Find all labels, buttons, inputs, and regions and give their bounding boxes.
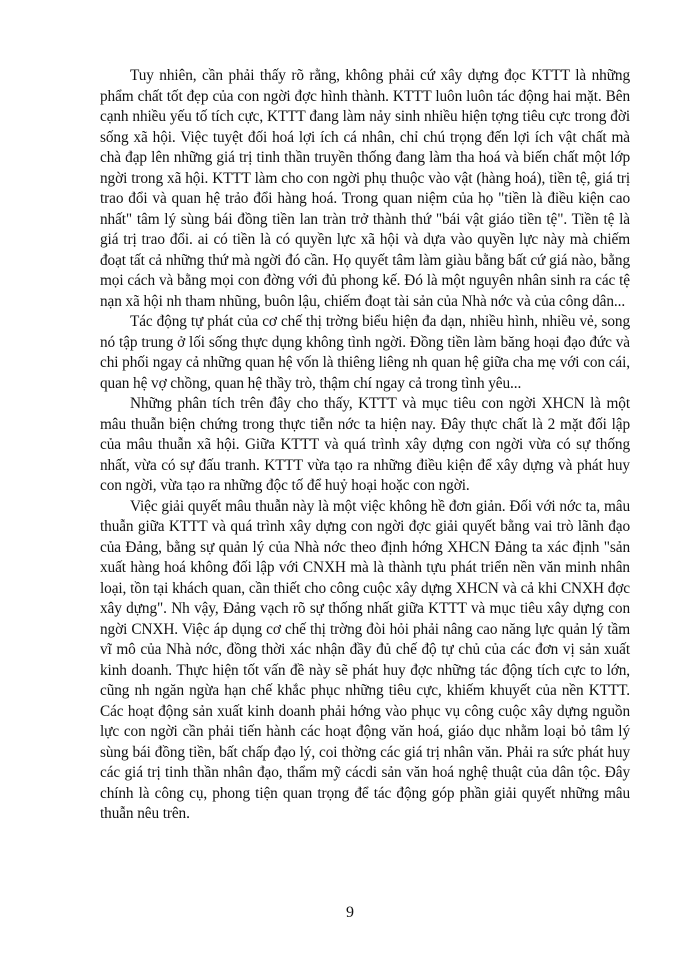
paragraph-2: Tác động tự phát của cơ chế thị trờng biểu hiện đa dạn, nhiều hình, nhiều vẻ, song nó tập trung ở lối sống thực dụng không tình ngời. Đồng tiền làm băng hoại đạo đức và chi phối ngay cả những quan hệ vốn là thiêng liêng nh quan hệ giữa cha mẹ với con cái, quan hệ vợ chồng, quan hệ thầy trò, thậm chí ngay cả trong tình yêu... [100,313,630,392]
page-number: 9 [346,904,354,921]
body-text [100,66,630,825]
paragraph-3: Những phân tích trên đây cho thấy, KTTT và mục tiêu con ngời XHCN là một mâu thuẫn biện chứng trong thực tiễn nớc ta hiện nay. Đây thực chất là 2 mặt đối lập của mâu thuẫn xã hội. Giữa KTTT và quá trình xây dựng con ngời vừa có sự thống nhất, vừa có sự đấu tranh. KTTT vừa tạo ra những điều kiện để xây dựng và phát huy con ngời, vừa tạo ra những độc tố để huỷ hoại hoặc con ngời. [100,395,630,494]
paragraph-1: Tuy nhiên, cần phải thấy rõ rằng, không phải cứ xây dựng đọc KTTT là những phẩm chất tốt đẹp của con ngời đợc hình thành. KTTT luôn luôn tác động hai mặt. Bên cạnh nhiều yếu tố tích cực, KTTT đang làm nảy sinh nhiều hiện tợng tiêu cực trong đời sống xã hội. Việc tuyệt đối hoá lợi ích cá nhân, chỉ chú trọng đến lợi ích vật chất mà chà đạp lên những giá trị tinh thần truyền thống đang làm tha hoá và biến chất một lớp ngời trong xã hội. KTTT làm cho con ngời phụ thuộc vào vật (hàng hoá), tiền tệ, giá trị trao đổi và quan hệ trảo đổi hàng hoá. Trong quan niệm của họ "tiền là điều kiện cao nhất" tâm lý sùng bái đồng tiền lan tràn trở thành thứ "bái vật giáo tiền tệ". Tiền tệ là giá trị trao đổi. ai có tiền là có quyền lực xã hội và dựa vào quyền lực này mà chiếm đoạt tất cả những thứ mà ngời đó cần. Họ quyết tâm làm giàu bằng bất cứ giá nào, bằng mọi cách và bằng mọi con đờng với đủ phong kế. Đó là một nguyên nhân sinh ra các tệ nạn xã hội nh tham nhũng, buôn lậu, chiếm đoạt tài sản của Nhà nớc và của công dân... [100,67,630,310]
paragraph-4: Việc giải quyết mâu thuẫn này là một việc không hề đơn giản. Đối với nớc ta, mâu thuẫn giữa KTTT và quá trình xây dựng con ngời đợc giải quyết bằng vai trò lãnh đạo của Đảng, bằng sự quản lý của Nhà nớc theo định hớng XHCN Đảng ta xác định "sản xuất hàng hoá không đối lập với CNXH mà là thành tựu phát triển nền văn minh nhân loại, tồn tại khách quan, cần thiết cho công cuộc xây dựng XHCN và cả khi CNXH đợc xây dựng". Nh vậy, Đảng vạch rõ sự thống nhất giữa KTTT và mục tiêu xây dựng con ngời CNXH. Việc áp dụng cơ chế thị trờng đòi hỏi phải nâng cao năng lực quản lý tầm vĩ mô của Nhà nớc, đồng thời xác nhận đầy đủ chế độ tự chủ của các đơn vị sản xuất kinh doanh. Thực hiện tốt vấn đề này sẽ phát huy đợc những tác động tích cực to lớn, cũng nh ngăn ngừa hạn chế khắc phục những tiêu cực, khiếm khuyết của nền KTTT. Các hoạt động sản xuất kinh doanh phải hớng vào phục vụ công cuộc xây dựng nguồn lực con ngời cần phải tiến hành các hoạt động văn hoá, giáo dục nhằm loại bỏ tâm lý sùng bái đồng tiền, bất chấp đạo lý, coi thờng các giá trị nhân văn. Phải ra sức phát huy các giá trị tinh thần nhân đạo, thẩm mỹ cácdi sản văn hoá nghệ thuật của dân tộc. Đây chính là công cụ, phong tiện quan trọng để tác động góp phần giải quyết những mâu thuẫn nêu trên. [100,497,630,822]
